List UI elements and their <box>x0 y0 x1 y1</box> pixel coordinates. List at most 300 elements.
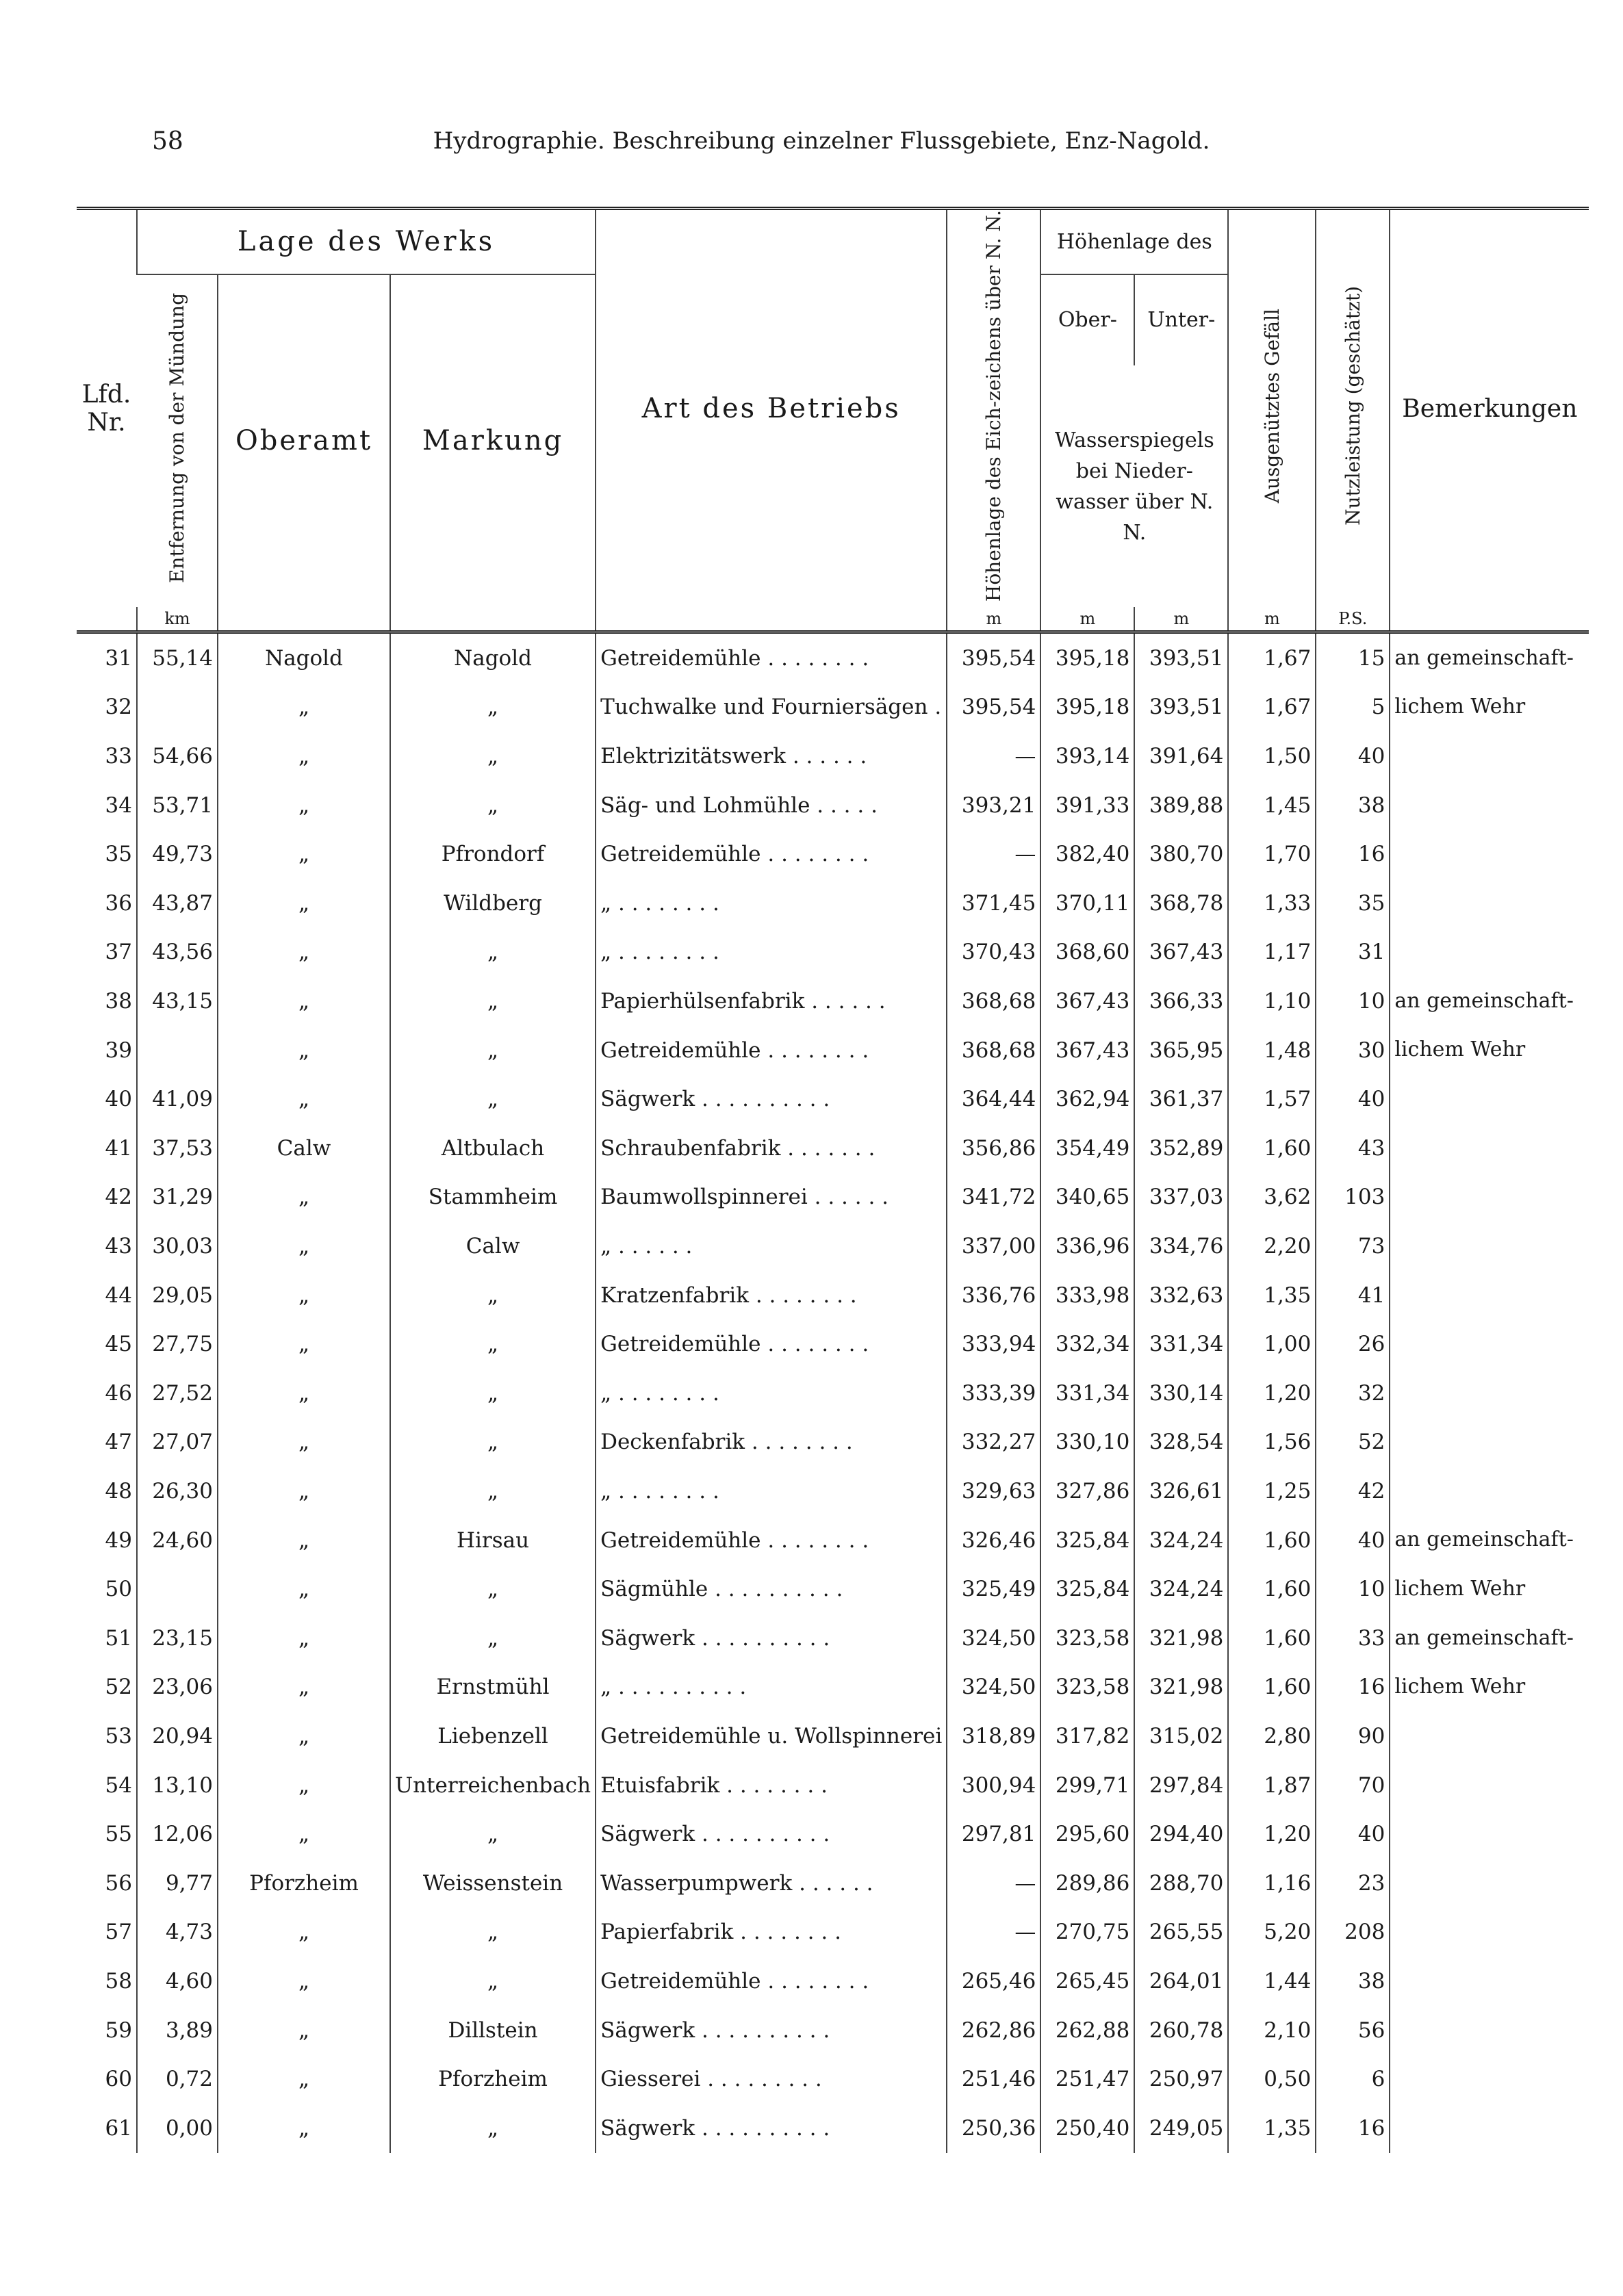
oberwasser-cell: 367,43 <box>1040 1026 1134 1075</box>
table-row <box>77 928 1589 977</box>
nutzleistung-cell: 70 <box>1316 1761 1390 1810</box>
nutzleistung-cell: 26 <box>1316 1319 1390 1369</box>
distance-km: 53,71 <box>137 781 218 830</box>
gefaell-cell: 1,20 <box>1228 1369 1316 1418</box>
bemerkung-cell <box>1390 732 1589 781</box>
distance-km: 13,10 <box>137 1761 218 1810</box>
nutzleistung-cell: 56 <box>1316 2006 1390 2055</box>
table-row <box>77 2054 1589 2104</box>
oberamt-cell: „ <box>218 829 390 879</box>
distance-km: 43,56 <box>137 928 218 977</box>
hoehenlage-eich-cell: 395,54 <box>947 632 1040 683</box>
nutzleistung-cell: 38 <box>1316 1957 1390 2006</box>
bemerkung-cell <box>1390 1712 1589 1761</box>
row-number: 60 <box>105 2067 132 2092</box>
bemerkung-cell <box>1390 1761 1589 1810</box>
gefaell-cell: 2,80 <box>1228 1712 1316 1761</box>
nutzleistung-cell: 10 <box>1316 1564 1390 1614</box>
bemerkung-cell: lichem Wehr <box>1390 1663 1589 1712</box>
hoehenlage-eich-cell: — <box>947 732 1040 781</box>
row-number: 48 <box>105 1478 132 1504</box>
markung-cell: Liebenzell <box>390 1712 596 1761</box>
table-row <box>77 1564 1589 1614</box>
distance-km: 0,72 <box>137 2054 218 2104</box>
oberamt-cell: „ <box>218 977 390 1026</box>
markung-cell: Pfrondorf <box>390 829 596 879</box>
header-wasserspiegel: Wasserspiegels bei Nieder-wasser über N. N. <box>1040 365 1228 607</box>
hoehenlage-eich-cell: 318,89 <box>947 1712 1040 1761</box>
markung-cell: „ <box>390 1908 596 1957</box>
gefaell-cell: 1,57 <box>1228 1074 1316 1124</box>
bemerkung-cell: an gemeinschaft- <box>1390 1516 1589 1565</box>
hoehenlage-eich-cell: 341,72 <box>947 1173 1040 1222</box>
bemerkung-cell <box>1390 1271 1589 1320</box>
bemerkung-cell: an gemeinschaft- <box>1390 977 1589 1026</box>
oberwasser-cell: 270,75 <box>1040 1908 1134 1957</box>
nutzleistung-cell: 40 <box>1316 1074 1390 1124</box>
bemerkung-cell: an gemeinschaft- <box>1390 632 1589 683</box>
art-des-betriebs-cell: Säg- und Lohmühle . . . . . <box>596 781 947 830</box>
distance-km <box>137 683 218 732</box>
table-row <box>77 1369 1589 1418</box>
bemerkung-cell: lichem Wehr <box>1390 1026 1589 1075</box>
nutzleistung-cell: 31 <box>1316 928 1390 977</box>
unterwasser-cell: 294,40 <box>1134 1809 1228 1859</box>
bemerkung-cell <box>1390 928 1589 977</box>
table-row <box>77 1222 1589 1271</box>
units-row <box>77 607 1589 632</box>
markung-cell: „ <box>390 1467 596 1516</box>
table-row <box>77 1271 1589 1320</box>
nutzleistung-cell: 41 <box>1316 1271 1390 1320</box>
hoehenlage-eich-cell: 368,68 <box>947 1026 1040 1075</box>
oberwasser-cell: 331,34 <box>1040 1369 1134 1418</box>
oberamt-cell: „ <box>218 1564 390 1614</box>
header-art-des-betriebs: Art des Betriebs <box>596 209 947 608</box>
bemerkung-cell <box>1390 829 1589 879</box>
gefaell-cell: 0,50 <box>1228 2054 1316 2104</box>
oberamt-cell: Calw <box>218 1124 390 1173</box>
art-des-betriebs-cell: Tuchwalke und Fourniersägen . <box>596 683 947 732</box>
gefaell-cell: 2,10 <box>1228 2006 1316 2055</box>
markung-cell: „ <box>390 928 596 977</box>
unit-eich: m <box>947 607 1040 632</box>
oberwasser-cell: 391,33 <box>1040 781 1134 830</box>
header-lfd-nr: Lfd. Nr. <box>81 380 131 437</box>
table-row <box>77 1908 1589 1957</box>
art-des-betriebs-cell: „ . . . . . . . . <box>596 1467 947 1516</box>
distance-km: 20,94 <box>137 1712 218 1761</box>
table-row <box>77 683 1589 732</box>
table-row <box>77 2006 1589 2055</box>
gefaell-cell: 1,45 <box>1228 781 1316 830</box>
art-des-betriebs-cell: Getreidemühle . . . . . . . . <box>596 1026 947 1075</box>
markung-cell: „ <box>390 977 596 1026</box>
markung-cell: „ <box>390 1271 596 1320</box>
art-des-betriebs-cell: Getreidemühle . . . . . . . . <box>596 1957 947 2006</box>
art-des-betriebs-cell: Getreidemühle . . . . . . . . <box>596 1319 947 1369</box>
bemerkung-cell <box>1390 1908 1589 1957</box>
gefaell-cell: 1,25 <box>1228 1467 1316 1516</box>
header-bemerkungen: Bemerkungen <box>1390 209 1589 608</box>
oberwasser-cell: 250,40 <box>1040 2104 1134 2153</box>
oberamt-cell: „ <box>218 1467 390 1516</box>
distance-km: 12,06 <box>137 1809 218 1859</box>
art-des-betriebs-cell: Baumwollspinnerei . . . . . . <box>596 1173 947 1222</box>
oberamt-cell: „ <box>218 1957 390 2006</box>
oberwasser-cell: 333,98 <box>1040 1271 1134 1320</box>
markung-cell: Hirsau <box>390 1516 596 1565</box>
nutzleistung-cell: 43 <box>1316 1124 1390 1173</box>
oberwasser-cell: 295,60 <box>1040 1809 1134 1859</box>
nutzleistung-cell: 16 <box>1316 1663 1390 1712</box>
art-des-betriebs-cell: „ . . . . . . . . <box>596 1369 947 1418</box>
art-des-betriebs-cell: Getreidemühle . . . . . . . . <box>596 829 947 879</box>
gefaell-cell: 1,00 <box>1228 1319 1316 1369</box>
header-ober: Ober- <box>1040 274 1134 366</box>
bemerkung-cell <box>1390 1418 1589 1467</box>
distance-km: 27,07 <box>137 1418 218 1467</box>
oberwasser-cell: 362,94 <box>1040 1074 1134 1124</box>
art-des-betriebs-cell: „ . . . . . . <box>596 1222 947 1271</box>
oberamt-cell: Pforzheim <box>218 1859 390 1908</box>
unterwasser-cell: 391,64 <box>1134 732 1228 781</box>
oberamt-cell: „ <box>218 2054 390 2104</box>
art-des-betriebs-cell: Getreidemühle . . . . . . . . <box>596 1516 947 1565</box>
header-oberamt: Oberamt <box>218 274 390 608</box>
art-des-betriebs-cell: Sägwerk . . . . . . . . . . <box>596 2104 947 2153</box>
table-body <box>77 632 1589 2153</box>
header-entfernung: Entfernung von der Mündung <box>165 293 188 584</box>
nutzleistung-cell: 52 <box>1316 1418 1390 1467</box>
oberwasser-cell: 382,40 <box>1040 829 1134 879</box>
row-number: 40 <box>105 1087 132 1112</box>
row-number: 58 <box>105 1968 132 1994</box>
hoehenlage-eich-cell: 371,45 <box>947 879 1040 928</box>
nutzleistung-cell: 40 <box>1316 1809 1390 1859</box>
row-number: 33 <box>105 744 132 769</box>
art-des-betriebs-cell: Wasserpumpwerk . . . . . . <box>596 1859 947 1908</box>
unterwasser-cell: 330,14 <box>1134 1369 1228 1418</box>
unterwasser-cell: 250,97 <box>1134 2054 1228 2104</box>
hoehenlage-eich-cell: 332,27 <box>947 1418 1040 1467</box>
table-row <box>77 1467 1589 1516</box>
row-number: 31 <box>105 645 132 671</box>
bemerkung-cell <box>1390 1173 1589 1222</box>
art-des-betriebs-cell: Sägmühle . . . . . . . . . . <box>596 1564 947 1614</box>
table-row <box>77 1859 1589 1908</box>
row-number: 43 <box>105 1234 132 1259</box>
oberamt-cell: „ <box>218 1369 390 1418</box>
row-number: 46 <box>105 1380 132 1406</box>
hoehenlage-eich-cell: 324,50 <box>947 1663 1040 1712</box>
table-row <box>77 732 1589 781</box>
hoehenlage-eich-cell: 356,86 <box>947 1124 1040 1173</box>
hoehenlage-eich-cell: 329,63 <box>947 1467 1040 1516</box>
page-number: 58 <box>152 127 183 155</box>
hoehenlage-eich-cell: 324,50 <box>947 1614 1040 1663</box>
gefaell-cell: 1,35 <box>1228 1271 1316 1320</box>
table-row <box>77 1663 1589 1712</box>
hoehenlage-eich-cell: 337,00 <box>947 1222 1040 1271</box>
hoehenlage-eich-cell: 368,68 <box>947 977 1040 1026</box>
row-number: 55 <box>105 1822 132 1847</box>
markung-cell: „ <box>390 732 596 781</box>
unterwasser-cell: 393,51 <box>1134 683 1228 732</box>
markung-cell: Ernstmühl <box>390 1663 596 1712</box>
oberamt-cell: Nagold <box>218 632 390 683</box>
header-nutzleistung: Nutzleistung (geschätzt) <box>1316 209 1390 608</box>
hoehenlage-eich-cell: 333,39 <box>947 1369 1040 1418</box>
oberwasser-cell: 370,11 <box>1040 879 1134 928</box>
distance-km: 29,05 <box>137 1271 218 1320</box>
bemerkung-cell <box>1390 1467 1589 1516</box>
unterwasser-cell: 321,98 <box>1134 1663 1228 1712</box>
oberwasser-cell: 330,10 <box>1040 1418 1134 1467</box>
distance-km: 9,77 <box>137 1859 218 1908</box>
unterwasser-cell: 315,02 <box>1134 1712 1228 1761</box>
bemerkung-cell <box>1390 2054 1589 2104</box>
gefaell-cell: 1,60 <box>1228 1663 1316 1712</box>
markung-cell: Wildberg <box>390 879 596 928</box>
oberamt-cell: „ <box>218 683 390 732</box>
unterwasser-cell: 365,95 <box>1134 1026 1228 1075</box>
table-row <box>77 879 1589 928</box>
bemerkung-cell <box>1390 2006 1589 2055</box>
oberwasser-cell: 325,84 <box>1040 1516 1134 1565</box>
distance-km: 41,09 <box>137 1074 218 1124</box>
unterwasser-cell: 331,34 <box>1134 1319 1228 1369</box>
markung-cell: „ <box>390 1319 596 1369</box>
hoehenlage-eich-cell: 370,43 <box>947 928 1040 977</box>
art-des-betriebs-cell: Schraubenfabrik . . . . . . . <box>596 1124 947 1173</box>
unterwasser-cell: 288,70 <box>1134 1859 1228 1908</box>
oberwasser-cell: 299,71 <box>1040 1761 1134 1810</box>
bemerkung-cell <box>1390 2104 1589 2153</box>
oberwasser-cell: 262,88 <box>1040 2006 1134 2055</box>
markung-cell: „ <box>390 1418 596 1467</box>
hoehenlage-eich-cell: 364,44 <box>947 1074 1040 1124</box>
table-row <box>77 781 1589 830</box>
gefaell-cell: 1,10 <box>1228 977 1316 1026</box>
gefaell-cell: 1,67 <box>1228 632 1316 683</box>
distance-km: 43,15 <box>137 977 218 1026</box>
row-number: 34 <box>105 792 132 818</box>
oberamt-cell: „ <box>218 1026 390 1075</box>
row-number: 54 <box>105 1772 132 1798</box>
unit-km: km <box>137 607 218 632</box>
oberamt-cell: „ <box>218 2104 390 2153</box>
table-row <box>77 2104 1589 2153</box>
gefaell-cell: 1,56 <box>1228 1418 1316 1467</box>
gefaell-cell: 5,20 <box>1228 1908 1316 1957</box>
header-hoehenlage-eich: Höhenlage des Eich-zeichens über N. N. <box>947 209 1040 608</box>
nutzleistung-cell: 33 <box>1316 1614 1390 1663</box>
art-des-betriebs-cell: Sägwerk . . . . . . . . . . <box>596 1809 947 1859</box>
table-row <box>77 1957 1589 2006</box>
markung-cell: „ <box>390 1564 596 1614</box>
distance-km: 30,03 <box>137 1222 218 1271</box>
row-number: 49 <box>105 1527 132 1553</box>
nutzleistung-cell: 23 <box>1316 1859 1390 1908</box>
table-row <box>77 1124 1589 1173</box>
unit-gefaell: m <box>1228 607 1316 632</box>
oberwasser-cell: 368,60 <box>1040 928 1134 977</box>
gefaell-cell: 1,60 <box>1228 1124 1316 1173</box>
gefaell-cell: 1,20 <box>1228 1809 1316 1859</box>
row-number: 47 <box>105 1430 132 1455</box>
distance-km: 27,52 <box>137 1369 218 1418</box>
oberwasser-cell: 325,84 <box>1040 1564 1134 1614</box>
oberwasser-cell: 251,47 <box>1040 2054 1134 2104</box>
nutzleistung-cell: 15 <box>1316 632 1390 683</box>
distance-km <box>137 1026 218 1075</box>
table-row <box>77 1319 1589 1369</box>
unterwasser-cell: 337,03 <box>1134 1173 1228 1222</box>
nutzleistung-cell: 32 <box>1316 1369 1390 1418</box>
art-des-betriebs-cell: Sägwerk . . . . . . . . . . <box>596 1074 947 1124</box>
markung-cell: „ <box>390 1809 596 1859</box>
unterwasser-cell: 321,98 <box>1134 1614 1228 1663</box>
hoehenlage-eich-cell: 297,81 <box>947 1809 1040 1859</box>
oberwasser-cell: 332,34 <box>1040 1319 1134 1369</box>
row-number: 53 <box>105 1723 132 1749</box>
row-number: 39 <box>105 1037 132 1063</box>
row-number: 45 <box>105 1332 132 1357</box>
row-number: 44 <box>105 1282 132 1308</box>
row-number: 56 <box>105 1870 132 1896</box>
nutzleistung-cell: 16 <box>1316 2104 1390 2153</box>
hoehenlage-eich-cell: 336,76 <box>947 1271 1040 1320</box>
art-des-betriebs-cell: „ . . . . . . . . . . <box>596 1663 947 1712</box>
row-number: 41 <box>105 1135 132 1161</box>
oberamt-cell: „ <box>218 1173 390 1222</box>
gefaell-cell: 1,50 <box>1228 732 1316 781</box>
markung-cell: „ <box>390 1957 596 2006</box>
hoehenlage-eich-cell: 395,54 <box>947 683 1040 732</box>
oberwasser-cell: 336,96 <box>1040 1222 1134 1271</box>
unterwasser-cell: 328,54 <box>1134 1418 1228 1467</box>
hoehenlage-eich-cell: — <box>947 1859 1040 1908</box>
art-des-betriebs-cell: Kratzenfabrik . . . . . . . . <box>596 1271 947 1320</box>
art-des-betriebs-cell: Papierfabrik . . . . . . . . <box>596 1908 947 1957</box>
table-row <box>77 1026 1589 1075</box>
bemerkung-cell <box>1390 1957 1589 2006</box>
oberamt-cell: „ <box>218 1761 390 1810</box>
table-row <box>77 1074 1589 1124</box>
nutzleistung-cell: 40 <box>1316 1516 1390 1565</box>
art-des-betriebs-cell: Getreidemühle . . . . . . . . <box>596 632 947 683</box>
table-row <box>77 1712 1589 1761</box>
table-row <box>77 1173 1589 1222</box>
art-des-betriebs-cell: Etuisfabrik . . . . . . . . <box>596 1761 947 1810</box>
bemerkung-cell: lichem Wehr <box>1390 683 1589 732</box>
unterwasser-cell: 361,37 <box>1134 1074 1228 1124</box>
unterwasser-cell: 366,33 <box>1134 977 1228 1026</box>
nutzleistung-cell: 103 <box>1316 1173 1390 1222</box>
oberwasser-cell: 395,18 <box>1040 683 1134 732</box>
distance-km: 27,75 <box>137 1319 218 1369</box>
nutzleistung-cell: 10 <box>1316 977 1390 1026</box>
oberamt-cell: „ <box>218 879 390 928</box>
oberamt-cell: „ <box>218 1614 390 1663</box>
distance-km: 43,87 <box>137 879 218 928</box>
markung-cell: Calw <box>390 1222 596 1271</box>
unterwasser-cell: 368,78 <box>1134 879 1228 928</box>
bemerkung-cell <box>1390 1369 1589 1418</box>
oberamt-cell: „ <box>218 928 390 977</box>
oberwasser-cell: 317,82 <box>1040 1712 1134 1761</box>
nutzleistung-cell: 208 <box>1316 1908 1390 1957</box>
row-number: 59 <box>105 2017 132 2043</box>
nutzleistung-cell: 6 <box>1316 2054 1390 2104</box>
markung-cell: „ <box>390 2104 596 2153</box>
oberamt-cell: „ <box>218 781 390 830</box>
hoehenlage-eich-cell: — <box>947 829 1040 879</box>
oberwasser-cell: 367,43 <box>1040 977 1134 1026</box>
nutzleistung-cell: 30 <box>1316 1026 1390 1075</box>
markung-cell: „ <box>390 781 596 830</box>
markung-cell: Weissenstein <box>390 1859 596 1908</box>
row-number: 36 <box>105 890 132 916</box>
gefaell-cell: 1,17 <box>1228 928 1316 977</box>
row-number: 51 <box>105 1625 132 1651</box>
oberamt-cell: „ <box>218 1271 390 1320</box>
art-des-betriebs-cell: Elektrizitätswerk . . . . . . <box>596 732 947 781</box>
oberamt-cell: „ <box>218 1074 390 1124</box>
gefaell-cell: 1,16 <box>1228 1859 1316 1908</box>
gefaell-cell: 1,87 <box>1228 1761 1316 1810</box>
markung-cell: „ <box>390 1369 596 1418</box>
table-row <box>77 1809 1589 1859</box>
gefaell-cell: 1,60 <box>1228 1516 1316 1565</box>
art-des-betriebs-cell: „ . . . . . . . . <box>596 928 947 977</box>
oberwasser-cell: 340,65 <box>1040 1173 1134 1222</box>
table-row <box>77 1761 1589 1810</box>
oberamt-cell: „ <box>218 1319 390 1369</box>
bemerkung-cell <box>1390 1074 1589 1124</box>
oberwasser-cell: 354,49 <box>1040 1124 1134 1173</box>
hoehenlage-eich-cell: 251,46 <box>947 2054 1040 2104</box>
hoehenlage-eich-cell: 326,46 <box>947 1516 1040 1565</box>
gefaell-cell: 1,35 <box>1228 2104 1316 2153</box>
markung-cell: „ <box>390 1614 596 1663</box>
header-hoehenlage-des: Höhenlage des <box>1040 209 1228 274</box>
table-row <box>77 829 1589 879</box>
table-row <box>77 1418 1589 1467</box>
distance-km: 26,30 <box>137 1467 218 1516</box>
oberwasser-cell: 323,58 <box>1040 1663 1134 1712</box>
hoehenlage-eich-cell: 265,46 <box>947 1957 1040 2006</box>
hoehenlage-eich-cell: 333,94 <box>947 1319 1040 1369</box>
nutzleistung-cell: 35 <box>1316 879 1390 928</box>
oberamt-cell: „ <box>218 1516 390 1565</box>
hoehenlage-eich-cell: — <box>947 1908 1040 1957</box>
distance-km <box>137 1564 218 1614</box>
oberwasser-cell: 265,45 <box>1040 1957 1134 2006</box>
unterwasser-cell: 264,01 <box>1134 1957 1228 2006</box>
bemerkung-cell <box>1390 1319 1589 1369</box>
gefaell-cell: 1,33 <box>1228 879 1316 928</box>
gefaell-cell: 3,62 <box>1228 1173 1316 1222</box>
markung-cell: „ <box>390 683 596 732</box>
unit-unter: m <box>1134 607 1228 632</box>
oberamt-cell: „ <box>218 732 390 781</box>
header-lage-des-werks: Lage des Werks <box>137 209 596 274</box>
bemerkung-cell <box>1390 1124 1589 1173</box>
oberamt-cell: „ <box>218 2006 390 2055</box>
distance-km: 4,73 <box>137 1908 218 1957</box>
